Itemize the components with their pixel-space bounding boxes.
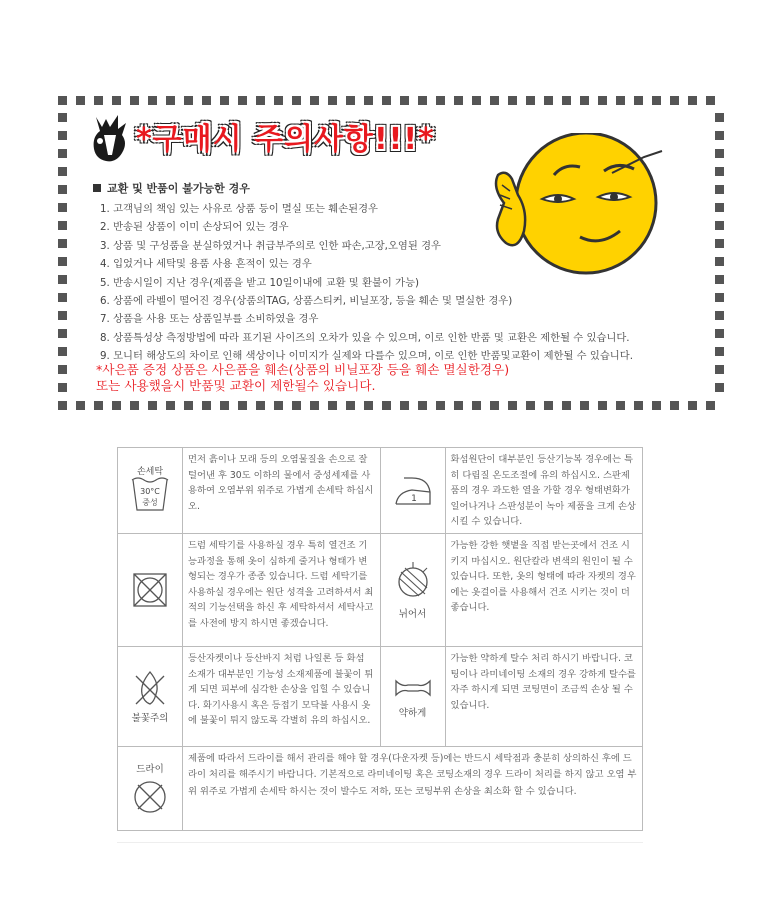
shade-dry-icon (393, 560, 433, 604)
notice-headline: *구매시 주의사항!!!* (136, 122, 435, 157)
square-bullet-icon (93, 184, 101, 192)
weak-spin-cell (380, 646, 445, 746)
iron-text: 화섬원단이 대부분인 등산기능복 경우에는 특히 다림질 온도조절에 유의 하십시오. 스판제품의 경우 과도한 열을 가할 경우 형태변화가 일어나거나 스판성분이 녹아 제품을 크게 손상시킬 수 있습니다. (445, 448, 643, 534)
list-item: 9. 모니터 해상도의 차이로 인해 색상이나 이미지가 실제와 다를수 있으며, 이로 인한 반품및교환이 제한될 수 있습니다. (100, 350, 633, 363)
no-dryer-text: 드럼 세탁기를 사용하실 경우 특히 열건조 기능과정을 통해 옷이 심하게 줄거나 형태가 변형되는 경우가 종종 있습니다. 드럼 세탁기를 사용하실 경우에는 원단 성격을 고려하셔서 최적의 기능선택을 하신 후 세탁하셔서 세탁사고를 사전에 방지 하시면 좋겠습니다. (183, 533, 381, 646)
shade-dry-label: 뉘어서 (398, 608, 427, 620)
list-item: 5. 반송시일이 지난 경우(제품을 받고 10일이내에 교환 및 환불이 가능) (100, 276, 420, 289)
iron-level: 1 (410, 494, 417, 505)
dry-clean-icon (132, 779, 168, 815)
gift-warning-line: 또는 사용했을시 반품및 교환이 제한될수 있습니다. (96, 378, 376, 393)
wring-gently-icon (392, 673, 434, 703)
hand-wash-icon (130, 466, 170, 514)
smirking-smiley-icon (484, 133, 674, 283)
table-row (118, 646, 643, 746)
dry-clean-text: 제품에 따라서 드라이를 해서 관리를 해야 할 경우(다운자켓 등)에는 반드시 세탁점과 충분히 상의하신 후에 드라이 처리를 해주시기 바랍니다. 기본적으로 라미네이팅 혹은 코팅소재의 경우 드라이 처리를 하지 않고 오염 부위 위주로 가볍게 손세탁 하시는 것이 발수도 저하, 또는 코팅부위 손상을 최소화 할 수 있습니다. (183, 746, 643, 830)
mascot-logo-icon (88, 113, 132, 165)
table-row (118, 746, 643, 830)
wring-gently-label: 약하게 (398, 708, 427, 720)
list-item: 6. 상품에 라벨이 떨어진 경우(상품의TAG, 상품스티커, 비닐포장, 등을 훼손 및 멸실한 경우) (100, 294, 513, 307)
detergent-label: 중성 (142, 498, 158, 508)
fire-caution-label: 불꽃주의 (131, 713, 169, 725)
gift-warning-line: *사은품 증정 상품은 사은품을 훼손(상품의 비닐포장 등을 훼손 멸실한경우) (96, 362, 510, 377)
hand-wash-text: 먼저 흙이나 모래 등의 오염물질을 손으로 잘 털어낸 후 30도 이하의 물에서 중성세제를 사용하여 오염부위 위주로 가볍게 손세탁 하십시오. (183, 448, 381, 534)
fire-caution-icon (130, 668, 170, 708)
wash-temp: 30°C (140, 487, 160, 497)
notice-subtitle-text: 교환 및 반품이 불가능한 경우 (107, 182, 250, 195)
list-item: 4. 입었거나 세탁및 용품 사용 흔적이 있는 경우 (100, 258, 312, 271)
shade-dry-cell (380, 533, 445, 646)
no-tumble-dry-icon (130, 570, 170, 610)
list-item: 7. 상품을 사용 또는 상품일부를 소비하였을 경우 (100, 313, 319, 326)
list-item: 3. 상품 및 구성품을 분실하였거나 취급부주의로 인한 파손,고장,오염된 경우 (100, 239, 441, 252)
dry-clean-cell (118, 746, 183, 830)
table-row (118, 448, 643, 534)
fire-cell (118, 646, 183, 746)
divider (117, 842, 643, 843)
dry-clean-label: 드라이 (136, 764, 164, 776)
list-item: 8. 상품특성상 측정방법에 따라 표기된 사이즈의 오차가 있을 수 있으며, 이로 인한 반품 및 교환은 제한될 수 있습니다. (100, 331, 630, 344)
shade-dry-text: 가능한 강한 햇볕을 직접 받는곳에서 건조 시키지 마십시오. 원단칼라 변색의 원인이 될 수 있습니다. 또한, 옷의 형태에 따라 자켓의 경우에는 옷걸이를 사용해서 건조 시키는 것이 더 좋습니다. (445, 533, 643, 646)
iron-cell (380, 448, 445, 534)
hand-wash-label: 손세탁 (136, 467, 164, 478)
weak-spin-text: 가능한 약하게 탈수 처리 하시기 바랍니다. 코팅이나 라미네이팅 소재의 경우 강하게 탈수를 자주 하시게 되면 코팅면이 조금씩 손상 될 수 있습니다. (445, 646, 643, 746)
gift-warning (96, 362, 509, 394)
list-item: 2. 반송된 상품이 이미 손상되어 있는 경우 (100, 221, 289, 234)
hand-wash-cell (118, 448, 183, 534)
table-row (118, 533, 643, 646)
notice-subtitle (93, 180, 250, 196)
no-dryer-cell (118, 533, 183, 646)
care-instructions-table (117, 447, 643, 831)
list-item: 1. 고객님의 책임 있는 사유로 상품 등이 멸실 또는 훼손된경우 (100, 203, 379, 215)
iron-icon (390, 470, 436, 510)
fire-text: 등산자켓이나 등산바지 처럼 나일론 등 화섬 소재가 대부분인 기능성 소재제품에 불꽃이 튀게 되면 피부에 심각한 손상을 입힐 수 있습니다. 화기사용시 혹은 등접기 모닥불 사용시 옷에 불꽃이 튀지 않도록 각별히 유의 하십시오. (183, 646, 381, 746)
